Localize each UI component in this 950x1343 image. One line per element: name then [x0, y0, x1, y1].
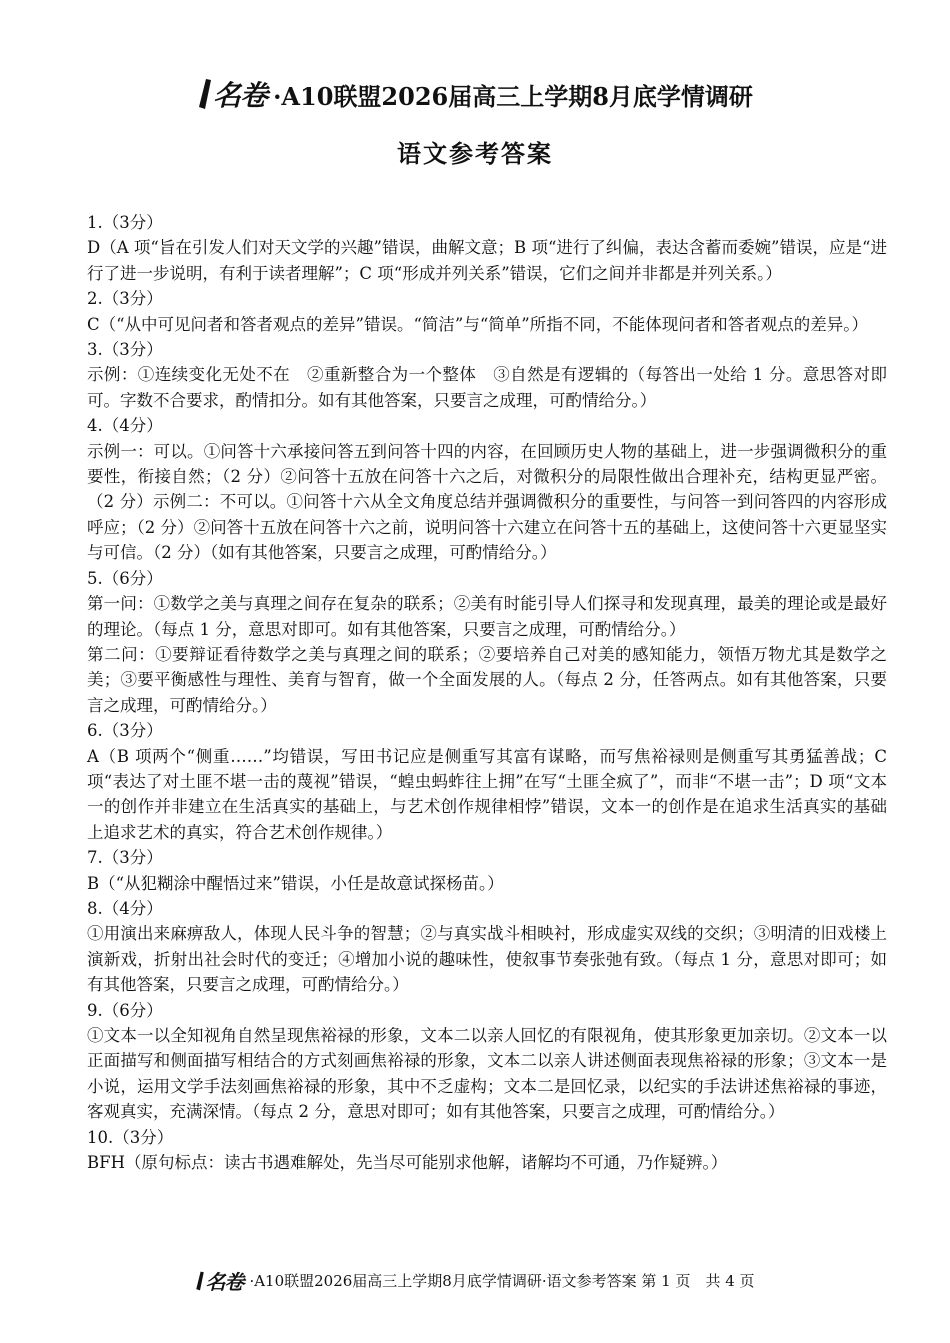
brand-logo — [197, 74, 267, 114]
answer-item — [87, 998, 887, 1125]
answer-text: A（B 项两个“侧重……”均错误，写田书记应是侧重写其富有谋略，而写焦裕禄则是侧重写其勇猛善战；C 项“表达了对土匪不堪一击的蔑视”错误，“蝗虫蚂蚱往上拥”在写“土匪全疯了”，而非“不堪一击”；D 项“文本一的创作并非建立在生活真实的基础上，与艺术创作规律相悖”错误，文本一的创作是在追求生活真实的基础上追求艺术的真实，符合艺术创作规律。） — [87, 746, 887, 842]
answer-item — [87, 337, 887, 413]
page-title: ·A10联盟2026届高三上学期8月底学情调研 — [273, 81, 753, 111]
answer-item — [87, 1125, 887, 1176]
answer-number: 5.（6分） — [87, 568, 163, 588]
page-header — [0, 74, 950, 114]
answer-item — [87, 566, 887, 718]
answer-text: 第二问：①要辩证看待数学之美与真理之间的联系；②要培养自己对美的感知能力，领悟万物尤其是数学之美；③要平衡感性与理性、美育与智育，做一个全面发展的人。（每点 2 分，任答两点。如有其他答案，只要言之成理，可酌情给分。） — [87, 644, 887, 715]
footer-line — [195, 1266, 754, 1295]
answer-item — [87, 845, 887, 896]
answer-number: 3.（3分） — [87, 340, 163, 360]
page-footer — [0, 1266, 950, 1295]
answer-item — [87, 413, 887, 565]
answer-text: B（“从犯糊涂中醒悟过来”错误，小任是故意试探杨苗。） — [87, 873, 504, 893]
answer-item — [87, 896, 887, 998]
footer-logo — [195, 1266, 243, 1295]
answer-number: 4.（4分） — [87, 416, 163, 436]
brush-stroke-icon — [195, 1271, 205, 1291]
answer-number: 7.（3分） — [87, 848, 163, 868]
answer-item — [87, 210, 887, 286]
answer-item — [87, 718, 887, 845]
answer-item — [87, 286, 887, 337]
answer-text: 示例一：可以。①问答十六承接问答五到问答十四的内容，在回顾历史人物的基础上，进一步强调微积分的重要性，衔接自然；（2 分）②问答十五放在问答十六之后，对微积分的局限性做出合理补充，结构更显严密。（2 分）示例二：不可以。①问答十六从全文角度总结并强调微积分的重要性，与问答一到问答四的内容形成呼应；（2 分）②问答十五放在问答十六之前，说明问答十六建立在问答十五的基础上，这使问答十六更显坚实与可信。（2 分）（如有其他答案，只要言之成理，可酌情给分。） — [87, 441, 887, 563]
page-subtitle: 语文参考答案 — [397, 139, 553, 168]
answer-number: 6.（3分） — [87, 721, 163, 741]
answer-text: ①用演出来麻痹敌人，体现人民斗争的智慧；②与真实战斗相映衬，形成虚实双线的交织；③明清的旧戏楼上演新戏，折射出社会时代的变迁；④增加小说的趣味性，使叙事节奏张弛有致。（每点 1 分，意思对即可；如有其他答案，只要言之成理，可酌情给分。） — [87, 924, 887, 995]
answer-number: 2.（3分） — [87, 289, 163, 309]
answer-number: 10.（3分） — [87, 1127, 174, 1147]
answer-text: 第一问：①数学之美与真理之间存在复杂的联系；②美有时能引导人们探寻和发现真理，最美的理论或是最好的理论。（每点 1 分，意思对即可。如有其他答案，只要言之成理，可酌情给分。） — [87, 594, 887, 639]
answer-text: D（A 项“旨在引发人们对天文学的兴趣”错误，曲解文意；B 项“进行了纠偏，表达含蓄而委婉”错误，应是“进行了进一步说明，有利于读者理解”；C 项“形成并列关系”错误，它们之间并非都是并列关系。） — [87, 238, 887, 283]
answer-list — [87, 210, 887, 1175]
answer-text: C（“从中可见问者和答者观点的差异”错误。“简洁”与“简单”所指不同，不能体现问者和答者观点的差异。） — [87, 314, 868, 334]
brand-logo-text: 名卷 — [213, 79, 268, 112]
answer-number: 8.（4分） — [87, 898, 163, 918]
brush-stroke-icon — [197, 78, 213, 110]
answer-text: BFH（原句标点：读古书遇难解处，先当尽可能别求他解，诸解均不可通，乃作疑辨。） — [87, 1153, 728, 1173]
footer-text: ·A10联盟2026届高三上学期8月底学情调研·语文参考答案 第 1 页 共 4 页 — [249, 1272, 755, 1290]
answer-text: 示例：①连续变化无处不在 ②重新整合为一个整体 ③自然是有逻辑的（每答出一处给 1 分。意思答对即可。字数不合要求，酌情扣分。如有其他答案，只要言之成理，可酌情给分。） — [87, 365, 887, 410]
answer-text: ①文本一以全知视角自然呈现焦裕禄的形象，文本二以亲人回忆的有限视角，使其形象更加亲切。②文本一以正面描写和侧面描写相结合的方式刻画焦裕禄的形象，文本二以亲人讲述侧面表现焦裕禄的形象；③文本一是小说，运用文学手法刻画焦裕禄的形象，其中不乏虚构；文本二是回忆录，以纪实的手法讲述焦裕禄的事迹，客观真实，充满深情。（每点 2 分，意思对即可；如有其他答案，只要言之成理，可酌情给分。） — [87, 1026, 887, 1122]
answer-number: 1.（3分） — [87, 213, 163, 232]
header-title-line — [197, 74, 753, 114]
footer-logo-text: 名卷 — [205, 1270, 244, 1294]
answer-number: 9.（6分） — [87, 1000, 163, 1020]
